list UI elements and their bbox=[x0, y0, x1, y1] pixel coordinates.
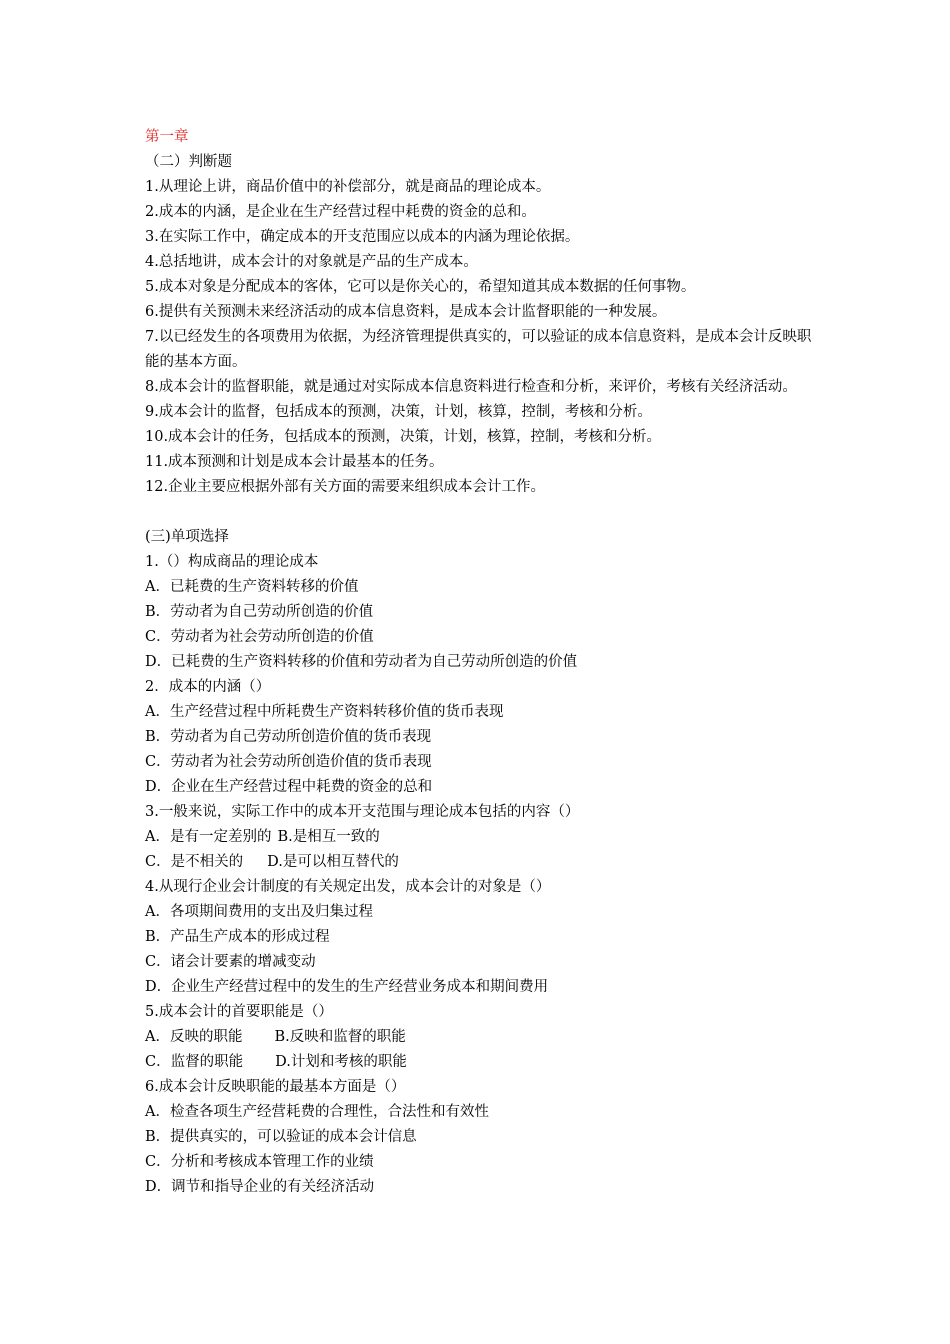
option-a: A．是有一定差别的 bbox=[145, 829, 272, 845]
option-d: D．已耗费的生产资料转移的价值和劳动者为自己劳动所创造的价值 bbox=[145, 654, 578, 670]
option-c: C．监督的职能 bbox=[145, 1054, 244, 1070]
option-a: A．反映的职能 bbox=[145, 1029, 243, 1045]
option-b: B.反映和监督的职能 bbox=[274, 1029, 406, 1045]
question-stem: 1.（）构成商品的理论成本 bbox=[145, 554, 319, 570]
judgment-item: 8.成本会计的监督职能，就是通过对实际成本信息资料进行检查和分析，来评价，考核有关经济活动。 bbox=[145, 379, 797, 395]
option-a: A．各项期间费用的支出及归集过程 bbox=[145, 904, 373, 920]
option-b: B．提供真实的，可以验证的成本会计信息 bbox=[145, 1129, 417, 1145]
judgment-item: 3.在实际工作中，确定成本的开支范围应以成本的内涵为理论依据。 bbox=[145, 229, 580, 245]
option-row bbox=[145, 825, 815, 850]
option-row bbox=[145, 1025, 815, 1050]
question-stem: 3.一般来说，实际工作中的成本开支范围与理论成本包括的内容（） bbox=[145, 804, 580, 820]
judgment-item: 2.成本的内涵，是企业在生产经营过程中耗费的资金的总和。 bbox=[145, 204, 536, 220]
judgment-item: 1.从理论上讲，商品价值中的补偿部分，就是商品的理论成本。 bbox=[145, 179, 551, 195]
judgment-item: 6.提供有关预测未来经济活动的成本信息资料，是成本会计监督职能的一种发展。 bbox=[145, 304, 667, 320]
document-page bbox=[145, 125, 815, 1200]
option-d: D．企业生产经营过程中的发生的生产经营业务成本和期间费用 bbox=[145, 979, 549, 995]
option-b: B．劳动者为自己劳动所创造价值的货币表现 bbox=[145, 729, 432, 745]
option-row bbox=[145, 1050, 815, 1075]
judgment-item: 7.以已经发生的各项费用为依据，为经济管理提供真实的，可以验证的成本信息资料，是成本会计反映职能的基本方面。 bbox=[145, 329, 812, 370]
judgment-item: 4.总括地讲，成本会计的对象就是产品的生产成本。 bbox=[145, 254, 478, 270]
option-b: B.是相互一致的 bbox=[277, 829, 380, 845]
judgment-item: 9.成本会计的监督，包括成本的预测，决策，计划，核算，控制，考核和分析。 bbox=[145, 404, 652, 420]
judgment-item: 10.成本会计的任务，包括成本的预测，决策，计划，核算，控制，考核和分析。 bbox=[145, 429, 662, 445]
option-c: C．劳动者为社会劳动所创造的价值 bbox=[145, 629, 374, 645]
option-a: A．已耗费的生产资料转移的价值 bbox=[145, 579, 359, 595]
judgment-item: 5.成本对象是分配成本的客体，它可以是你关心的，希望知道其成本数据的任何事物。 bbox=[145, 279, 696, 295]
question-stem: 2．成本的内涵（） bbox=[145, 679, 271, 695]
judgment-item: 11.成本预测和计划是成本会计最基本的任务。 bbox=[145, 454, 444, 470]
question-stem: 6.成本会计反映职能的最基本方面是（） bbox=[145, 1079, 406, 1095]
option-c: C．分析和考核成本管理工作的业绩 bbox=[145, 1154, 374, 1170]
option-b: B．产品生产成本的形成过程 bbox=[145, 929, 330, 945]
option-row bbox=[145, 850, 815, 875]
option-c: C．劳动者为社会劳动所创造价值的货币表现 bbox=[145, 754, 432, 770]
question-stem: 4.从现行企业会计制度的有关规定出发，成本会计的对象是（） bbox=[145, 879, 551, 895]
section-spacer bbox=[145, 500, 815, 525]
option-a: A．生产经营过程中所耗费生产资料转移价值的货币表现 bbox=[145, 704, 504, 720]
option-d: D.是可以相互替代的 bbox=[267, 854, 399, 870]
option-a: A．检查各项生产经营耗费的合理性，合法性和有效性 bbox=[145, 1104, 489, 1120]
option-d: D.计划和考核的职能 bbox=[275, 1054, 407, 1070]
option-b: B．劳动者为自己劳动所创造的价值 bbox=[145, 604, 374, 620]
judgment-item: 12.企业主要应根据外部有关方面的需要来组织成本会计工作。 bbox=[145, 479, 546, 495]
option-d: D．调节和指导企业的有关经济活动 bbox=[145, 1179, 375, 1195]
option-d: D．企业在生产经营过程中耗费的资金的总和 bbox=[145, 779, 433, 795]
chapter-title: 第一章 bbox=[145, 129, 189, 145]
judgment-heading: （二）判断题 bbox=[145, 154, 232, 170]
option-c: C．是不相关的 bbox=[145, 854, 244, 870]
option-c: C．诸会计要素的增减变动 bbox=[145, 954, 316, 970]
question-stem: 5.成本会计的首要职能是（） bbox=[145, 1004, 333, 1020]
choice-heading: (三)单项选择 bbox=[145, 529, 229, 545]
